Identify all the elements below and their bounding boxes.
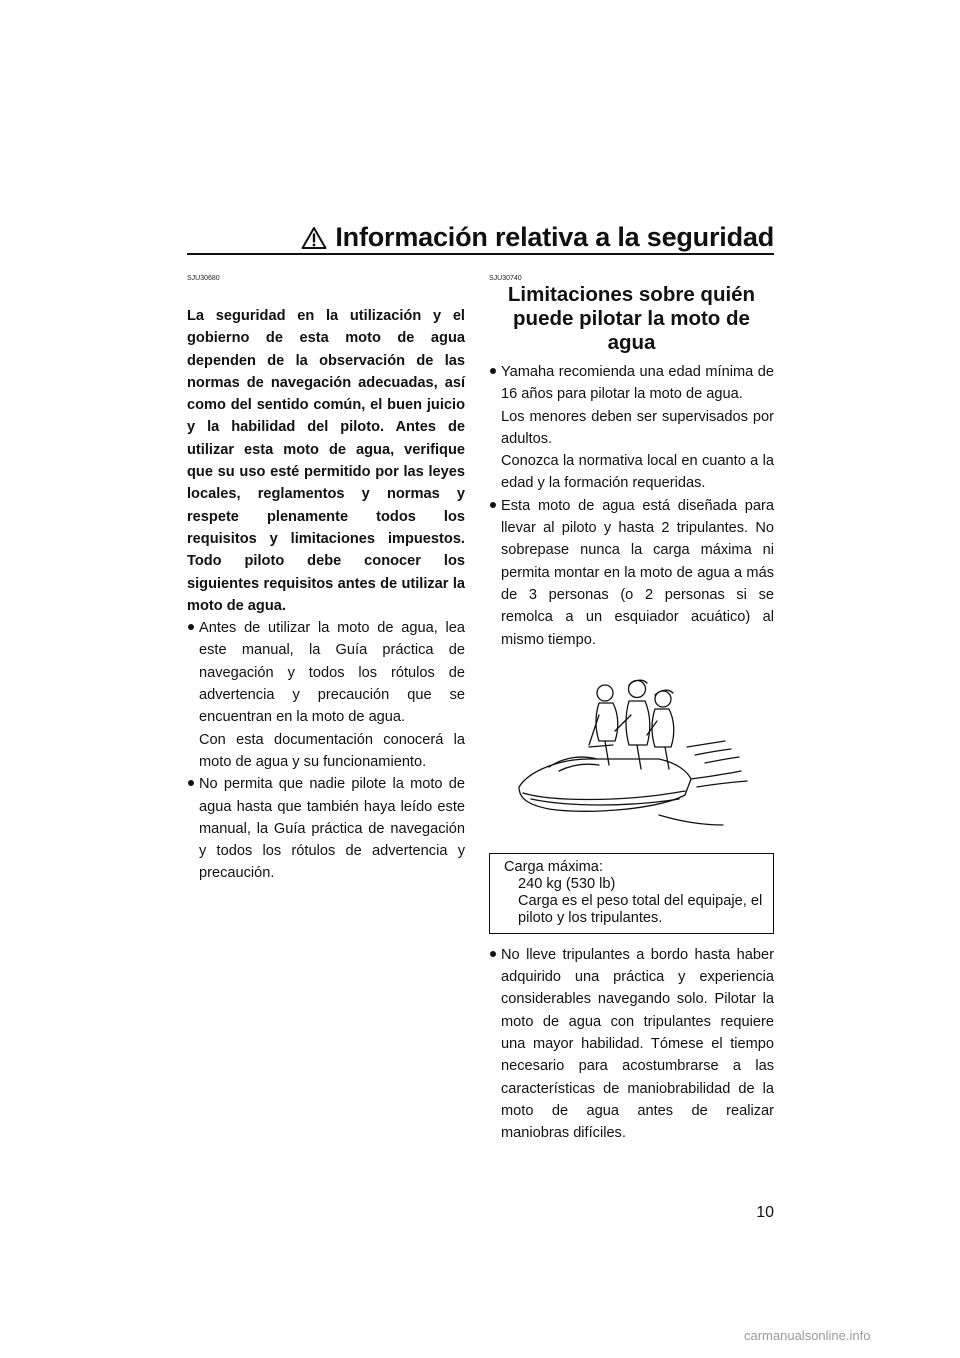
watermark: carmanualsonline.info [744, 1328, 871, 1343]
bullet-text: Con esta documentación conocerá la moto de agua y su funcionamiento. [199, 731, 465, 770]
section-code: SJU30680 [187, 275, 220, 282]
list-item [489, 361, 774, 495]
bullet-text: Esta moto de agua está diseñada para llevar al piloto y hasta 2 tripulantes. No sobrepase nunca la carga máxima ni permita montar en la moto de agua a más de 3 personas (o 2 personas si se remolca a un esquiador acuático) al mismo tiempo. [501, 497, 774, 648]
watercraft-illustration [509, 675, 749, 835]
header-rule [187, 253, 774, 255]
bullet-text: Antes de utilizar la moto de agua, lea este manual, la Guía práctica de navegación y todos los rótulos de advertencia y precaución que se encuentran en la moto de agua. [199, 620, 465, 726]
page-header [187, 222, 774, 253]
bullet-text: Los menores deben ser supervisados por adultos. [501, 408, 774, 447]
box-label: Carga máxima: [504, 858, 603, 875]
left-column [187, 274, 465, 885]
list-item [489, 944, 774, 1145]
warning-triangle-icon [301, 226, 327, 250]
list-item [187, 617, 465, 773]
page-number: 10 [756, 1204, 774, 1221]
list-item [489, 495, 774, 651]
bullet-text: No lleve tripulantes a bordo hasta haber adquirido una práctica y experiencia considerables navegando solo. Pilotar la moto de agua con tripulantes requiere una mayor habilidad. Tómese el tiempo necesario para acostumbrarse a las características de maniobrabilidad de la moto de agua antes de realizar maniobras difíciles. [501, 946, 774, 1142]
box-value: 240 kg (530 lb) [518, 875, 616, 892]
list-item [187, 773, 465, 884]
section-code: SJU30740 [489, 275, 522, 282]
max-load-box [489, 853, 774, 934]
bullet-text: No permita que nadie pilote la moto de agua hasta que también haya leído este manual, la Guía práctica de navegación y todos los rótulos de advertencia y precaución. [199, 776, 465, 882]
bullet-text: Yamaha recomienda una edad mínima de 16 años para pilotar la moto de agua. [501, 364, 774, 403]
right-column [489, 274, 774, 1145]
intro-paragraph: La seguridad en la utilización y el gobierno de esta moto de agua dependen de la observación de las normas de navegación adecuadas, así como del sentido común, el buen juicio y la habilidad del piloto. Antes de utilizar esta moto de agua, verifique que su uso esté permitido por las leyes locales, reglamentos y normas y respete plenamente todos los requisitos y limitaciones impuestos. Todo piloto debe conocer los siguientes requisitos antes de utilizar la moto de agua. [187, 308, 465, 614]
bullet-text: Conozca la normativa local en cuanto a la edad y la formación requeridas. [501, 453, 774, 492]
page-title: Información relativa a la seguridad [335, 222, 774, 252]
box-note: Carga es el peso total del equipaje, el piloto y los tripulantes. [518, 892, 763, 926]
section-title: Limitaciones sobre quién puede pilotar la moto de agua [507, 283, 756, 354]
